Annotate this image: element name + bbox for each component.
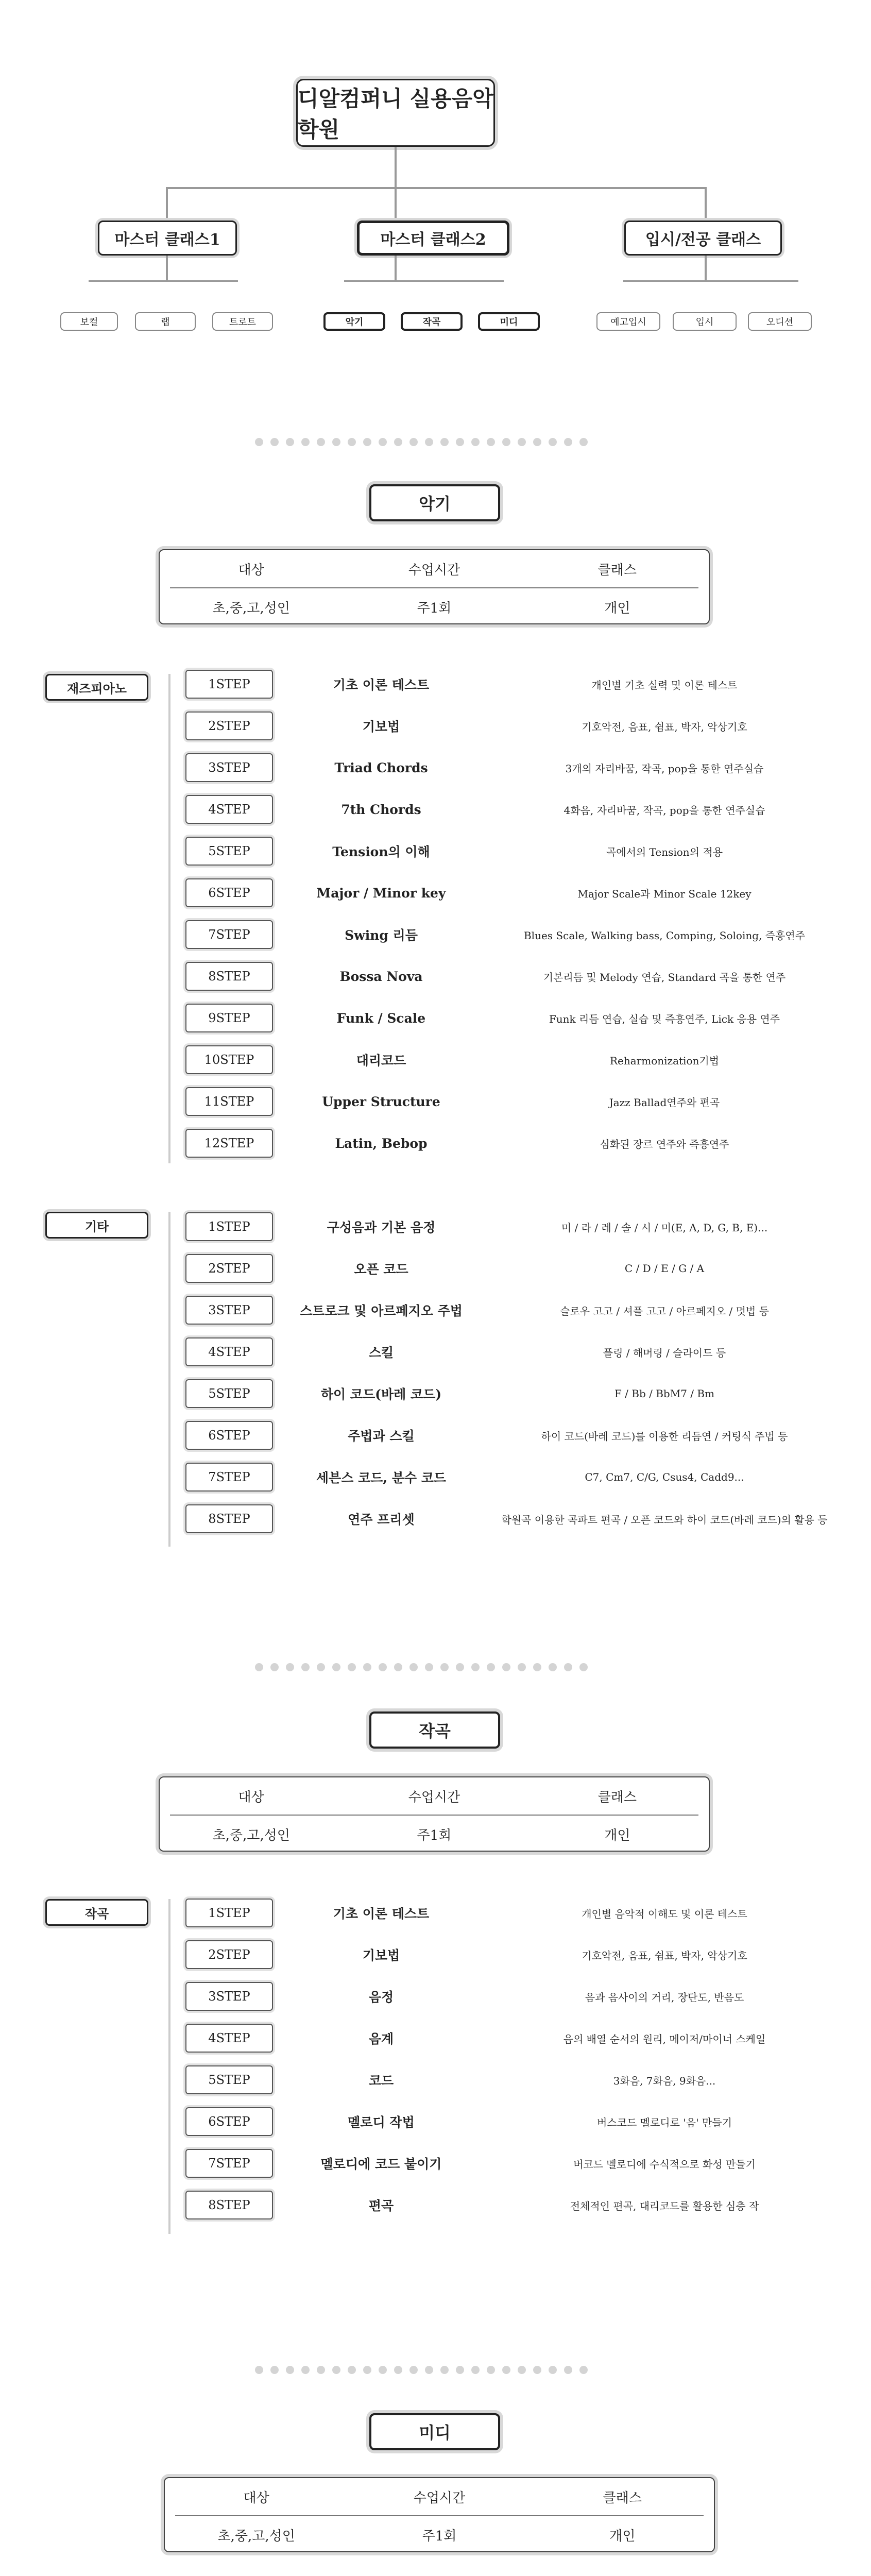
step-topic: Tension의 이해 <box>332 844 430 859</box>
connector <box>395 256 397 280</box>
step-number: 4STEP <box>185 1337 273 1366</box>
step-number: 12STEP <box>185 1129 273 1158</box>
step-topic: 멜로디 작법 <box>348 2115 415 2130</box>
step-description: 4화음, 자리바꿈, 작곡, pop을 통한 연주실습 <box>563 804 765 817</box>
level-master-class-2[interactable]: 마스터 클래스2 <box>357 221 509 256</box>
sub-art-school[interactable]: 예고입시 <box>596 312 660 331</box>
step-number: 10STEP <box>185 1045 273 1074</box>
sub-vocal[interactable]: 보컬 <box>60 312 118 331</box>
info-class: 개인 <box>609 2528 636 2544</box>
class-info-table <box>159 1776 710 1852</box>
step-description: 버스코드 멜로디로 '음' 만들기 <box>597 2116 732 2129</box>
info-header-target: 대상 <box>243 2490 269 2506</box>
step-description: F / Bb / BbM7 / Bm <box>614 1387 715 1400</box>
step-number: 11STEP <box>185 1087 273 1116</box>
section-divider <box>255 2366 588 2374</box>
step-description: 음의 배열 순서의 원리, 메이저/마이너 스케일 <box>563 2032 766 2045</box>
step-number: 2STEP <box>185 711 273 740</box>
info-header-class: 클래스 <box>603 2490 642 2506</box>
info-header-class: 클래스 <box>597 1789 637 1805</box>
category-jazz-piano: 재즈피아노 <box>45 674 148 701</box>
connector <box>344 280 504 282</box>
info-class: 개인 <box>604 600 630 616</box>
category-line <box>168 1212 170 1547</box>
section-title-composition: 작곡 <box>369 1711 500 1749</box>
step-topic: 7th Chords <box>341 802 421 817</box>
step-number: 2STEP <box>185 1940 273 1969</box>
step-number: 6STEP <box>185 1421 273 1450</box>
level-entrance-class[interactable]: 입시/전공 클래스 <box>624 221 782 256</box>
step-topic: 기보법 <box>362 1948 400 1963</box>
step-topic: 구성음과 기본 음정 <box>327 1220 436 1235</box>
level-master-class-1[interactable]: 마스터 클래스1 <box>98 221 237 256</box>
step-number: 3STEP <box>185 1982 273 2011</box>
info-target: 초,중,고,성인 <box>217 2528 295 2544</box>
info-time: 주1회 <box>417 600 452 616</box>
step-number: 1STEP <box>185 1212 273 1241</box>
step-topic: Latin, Bebop <box>335 1136 428 1151</box>
step-description: 기호악전, 음표, 쉼표, 박자, 악상기호 <box>582 1949 747 1962</box>
section-divider <box>255 438 588 446</box>
step-topic: Swing 리듬 <box>345 928 418 943</box>
step-number: 9STEP <box>185 1004 273 1032</box>
step-description: 심화된 장르 연주와 즉흥연주 <box>600 1138 729 1150</box>
step-number: 3STEP <box>185 1296 273 1325</box>
step-topic: Major / Minor key <box>316 885 446 901</box>
step-description: Funk 리듬 연습, 실습 및 즉흥연주, Lick 응용 연주 <box>549 1012 780 1025</box>
step-topic: 오픈 코드 <box>354 1262 408 1277</box>
step-description: 슬로우 고고 / 셔플 고고 / 아르페지오 / 멋법 등 <box>560 1304 769 1317</box>
step-description: Major Scale과 Minor Scale 12key <box>577 887 752 900</box>
step-description: 버코드 멜로디에 수식적으로 화성 만들기 <box>573 2158 756 2171</box>
info-target: 초,중,고,성인 <box>212 1827 290 1843</box>
category-composition: 작곡 <box>45 1899 148 1926</box>
step-number: 8STEP <box>185 2191 273 2219</box>
sub-midi[interactable]: 미디 <box>478 312 540 331</box>
step-topic: 멜로디에 코드 붙이기 <box>320 2157 442 2172</box>
info-time: 주1회 <box>422 2528 457 2544</box>
step-number: 6STEP <box>185 878 273 907</box>
step-topic: 스킬 <box>368 1345 394 1360</box>
category-line <box>168 1899 170 2234</box>
step-topic: 세븐스 코드, 분수 코드 <box>316 1470 447 1485</box>
section-title-midi: 미디 <box>369 2413 500 2450</box>
step-description: 하이 코드(바레 코드)를 이용한 리듬연 / 커팅식 주법 등 <box>541 1430 788 1443</box>
connector <box>166 256 168 280</box>
connector <box>395 187 397 221</box>
step-description: 음과 음사이의 거리, 장단도, 반음도 <box>585 1991 744 2004</box>
step-topic: 하이 코드(바레 코드) <box>320 1387 442 1402</box>
step-topic: 음계 <box>368 2031 394 2046</box>
class-info-table <box>164 2477 715 2552</box>
step-topic: 기초 이론 테스트 <box>333 1906 430 1921</box>
step-number: 1STEP <box>185 670 273 699</box>
section-title-instrument: 악기 <box>369 484 500 521</box>
step-description: Jazz Ballad연주와 편곡 <box>609 1096 720 1109</box>
step-description: 학원곡 이용한 곡파트 편곡 / 오픈 코드와 하이 코드(바레 코드)의 활용 등 <box>501 1513 828 1526</box>
info-header-time: 수업시간 <box>408 1789 460 1805</box>
info-target: 초,중,고,성인 <box>212 600 290 616</box>
step-description: 기호악전, 음표, 쉼표, 박자, 악상기호 <box>582 720 747 733</box>
class-info-table <box>159 549 710 624</box>
step-number: 8STEP <box>185 962 273 991</box>
step-topic: 연주 프리셋 <box>348 1512 415 1527</box>
step-description: Reharmonization기법 <box>610 1054 719 1067</box>
step-description: C / D / E / G / A <box>624 1262 705 1275</box>
academy-title: 디알컴퍼니 실용음악학원 <box>296 79 495 147</box>
step-topic: Funk / Scale <box>336 1010 426 1026</box>
step-topic: Triad Chords <box>334 760 428 775</box>
sub-audition[interactable]: 오디션 <box>748 312 812 331</box>
info-header-time: 수업시간 <box>408 562 460 578</box>
step-description: 전체적인 편곡, 대리코드를 활용한 심층 작 <box>570 2199 759 2212</box>
step-topic: Bossa Nova <box>339 969 423 984</box>
step-topic: Upper Structure <box>322 1094 440 1109</box>
sub-composition[interactable]: 작곡 <box>401 312 463 331</box>
step-description: 3화음, 7화음, 9화음... <box>613 2074 716 2087</box>
step-number: 5STEP <box>185 837 273 866</box>
sub-trot[interactable]: 트로트 <box>212 312 273 331</box>
step-topic: 대리코드 <box>356 1053 406 1068</box>
step-topic: 주법과 스킬 <box>348 1429 415 1444</box>
step-number: 5STEP <box>185 1379 273 1408</box>
step-description: 개인별 음악적 이해도 및 이론 테스트 <box>582 1907 747 1920</box>
info-class: 개인 <box>604 1827 630 1843</box>
step-topic: 편곡 <box>368 2198 394 2213</box>
step-description: Blues Scale, Walking bass, Comping, Soloing, 즉흥연주 <box>523 929 806 942</box>
info-header-target: 대상 <box>238 1789 264 1805</box>
section-divider <box>255 1663 588 1671</box>
step-topic: 기초 이론 테스트 <box>333 677 430 692</box>
step-number: 7STEP <box>185 2149 273 2178</box>
info-header-class: 클래스 <box>597 562 637 578</box>
step-description: 곡에서의 Tension의 적용 <box>606 845 723 858</box>
step-description: 3개의 자리바꿈, 작곡, pop을 통한 연주실습 <box>565 762 764 775</box>
info-header-target: 대상 <box>238 562 264 578</box>
connector <box>395 147 397 188</box>
step-description: 플링 / 해머링 / 슬라이드 등 <box>603 1346 726 1359</box>
step-number: 5STEP <box>185 2065 273 2094</box>
step-description: C7, Cm7, C/G, Csus4, Cadd9... <box>585 1471 744 1483</box>
connector <box>705 256 707 280</box>
sub-rap[interactable]: 랩 <box>135 312 196 331</box>
step-number: 8STEP <box>185 1504 273 1533</box>
connector <box>89 280 238 282</box>
step-description: 개인별 기초 실력 및 이론 테스트 <box>591 679 738 691</box>
connector <box>705 187 707 221</box>
sub-admission[interactable]: 입시 <box>673 312 737 331</box>
info-time: 주1회 <box>417 1827 452 1843</box>
step-number: 4STEP <box>185 795 273 824</box>
connector <box>166 187 168 221</box>
step-description: 기본리듬 및 Melody 연습, Standard 곡을 통한 연주 <box>543 971 786 984</box>
step-number: 4STEP <box>185 2024 273 2053</box>
step-number: 6STEP <box>185 2107 273 2136</box>
sub-instrument[interactable]: 악기 <box>323 312 385 331</box>
step-number: 7STEP <box>185 1463 273 1492</box>
step-number: 7STEP <box>185 920 273 949</box>
category-guitar: 기타 <box>45 1212 148 1239</box>
step-description: 미 / 라 / 레 / 솔 / 시 / 미(E, A, D, G, B, E)... <box>561 1221 768 1234</box>
category-line <box>168 674 170 1163</box>
step-number: 3STEP <box>185 753 273 782</box>
info-header-time: 수업시간 <box>413 2490 466 2506</box>
step-number: 2STEP <box>185 1254 273 1283</box>
step-topic: 스트로크 및 아르페지오 주법 <box>300 1303 463 1318</box>
step-topic: 코드 <box>368 2073 394 2088</box>
connector <box>166 187 707 189</box>
step-topic: 음정 <box>368 1990 394 2005</box>
step-number: 1STEP <box>185 1899 273 1927</box>
connector <box>623 280 798 282</box>
step-topic: 기보법 <box>362 719 400 734</box>
